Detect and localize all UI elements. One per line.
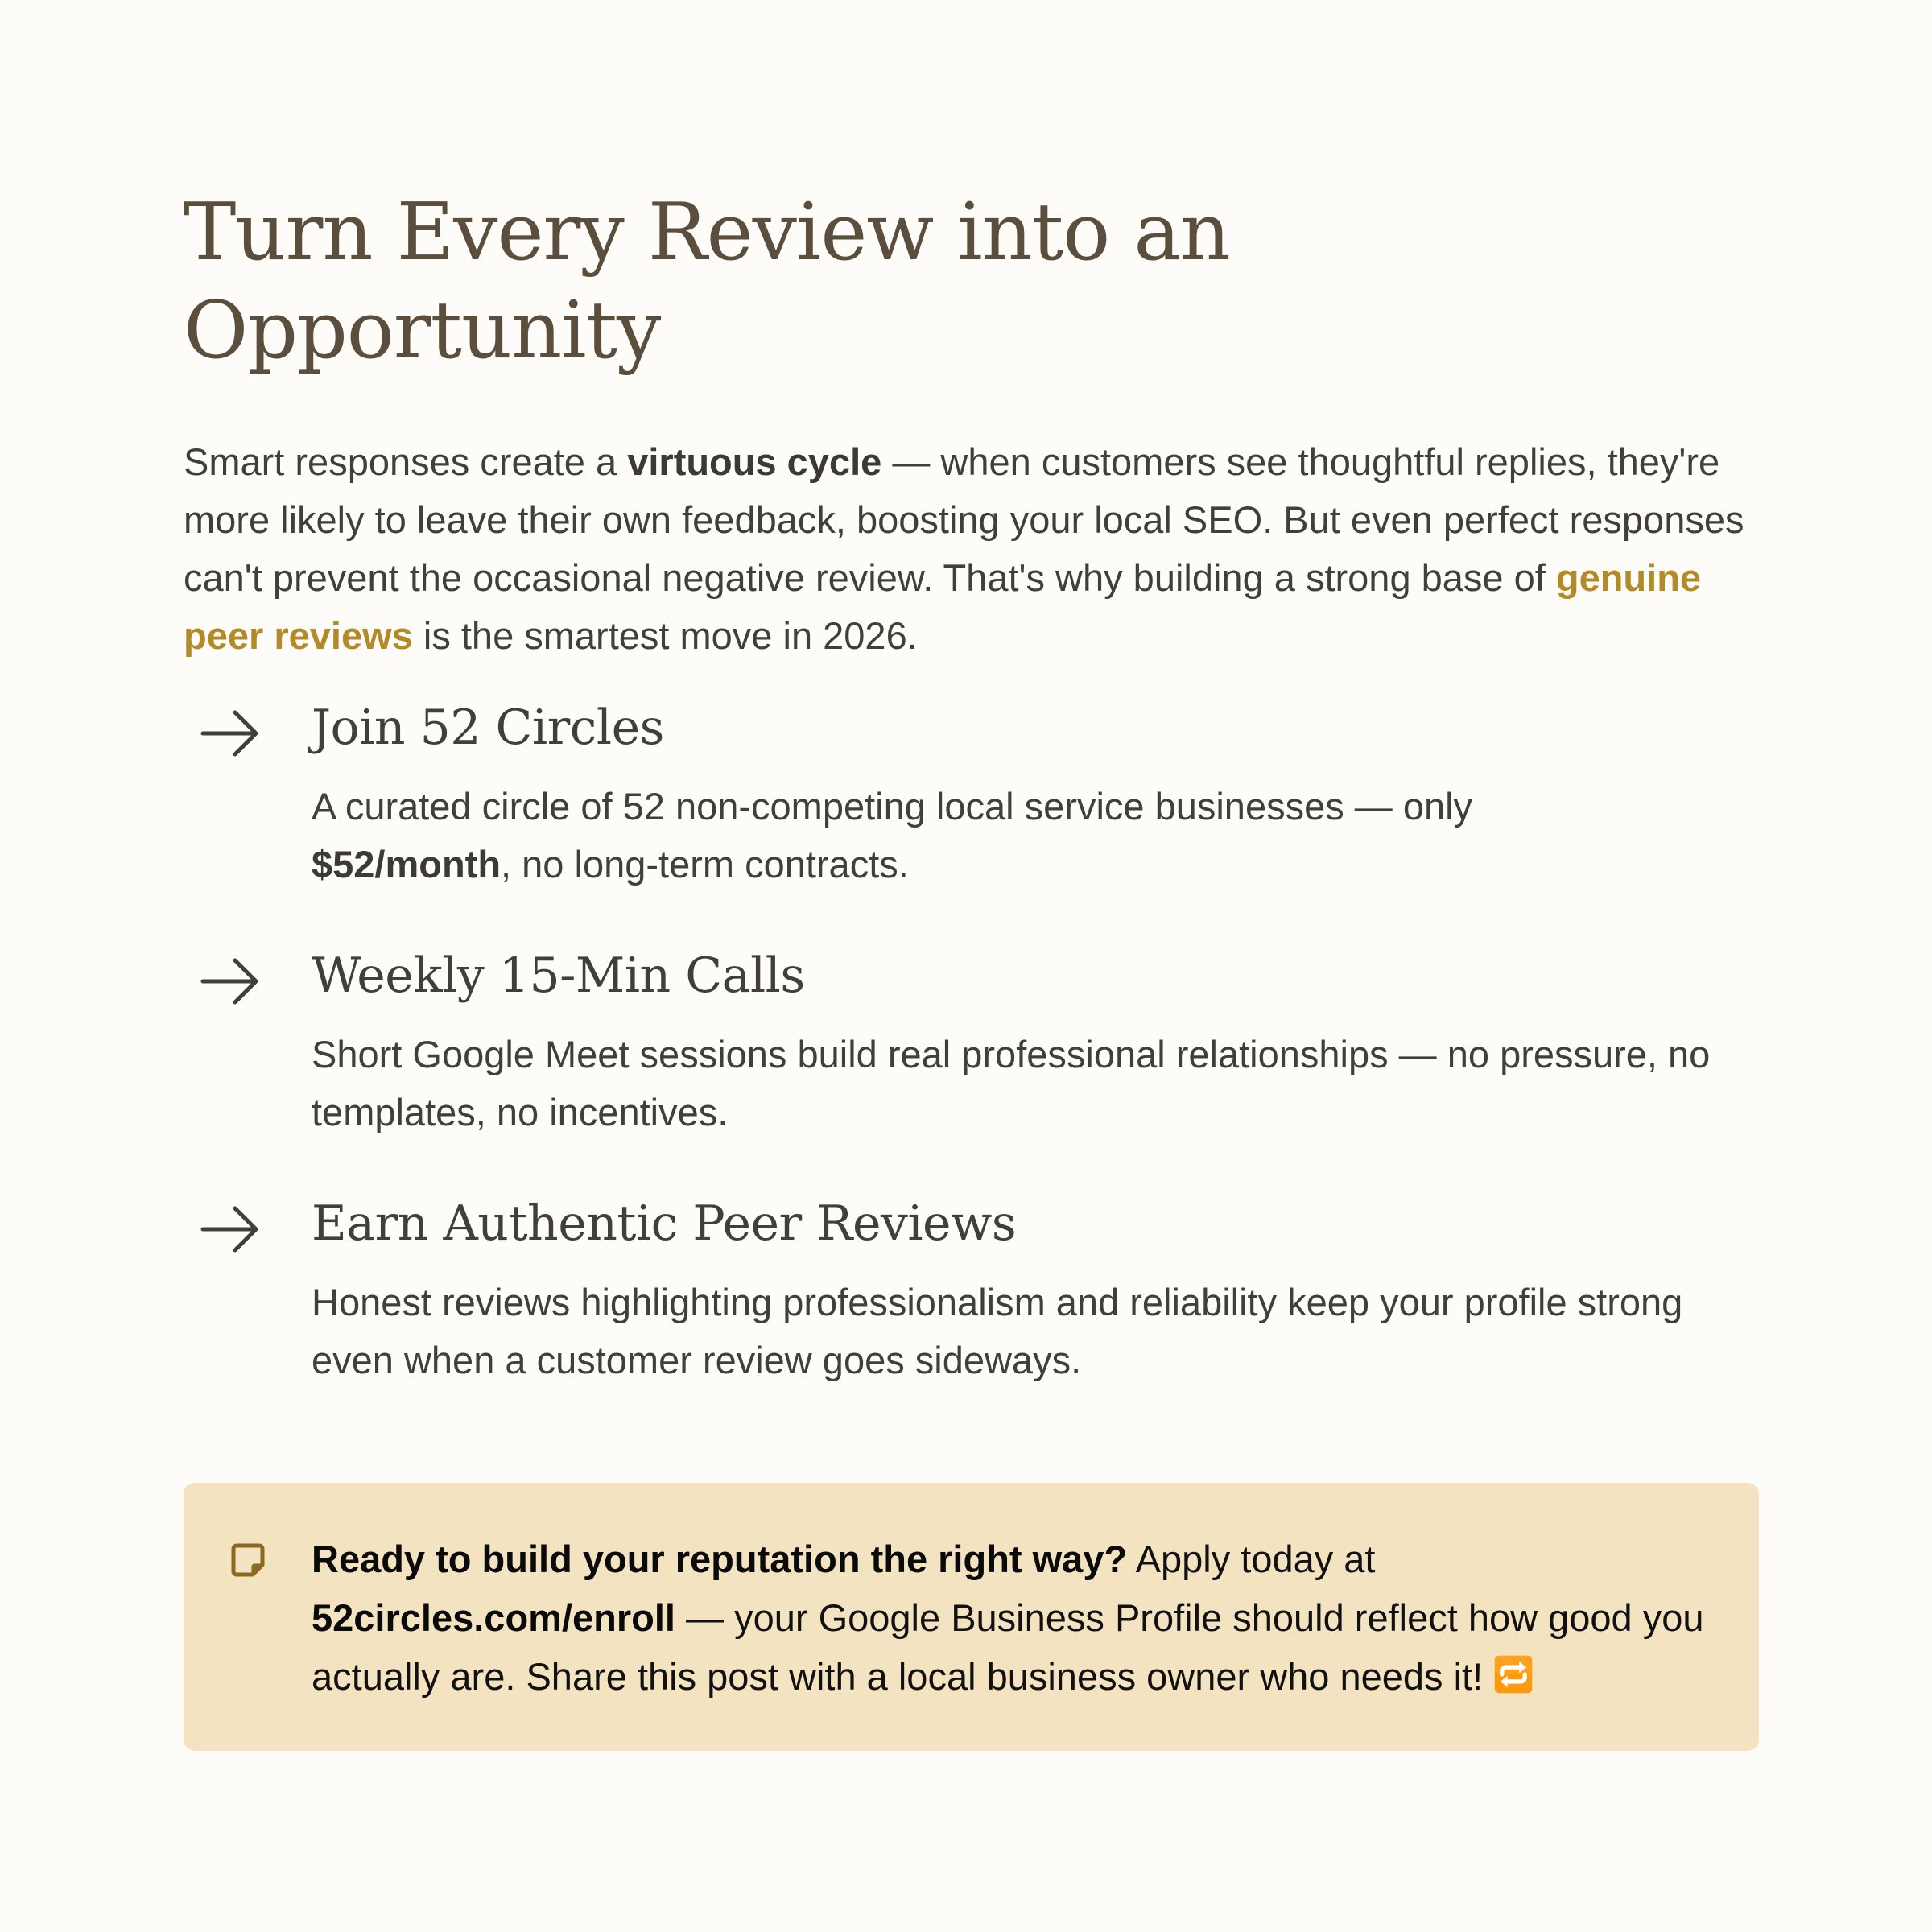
item-title: Join 52 Circles [312, 700, 664, 756]
callout-text [312, 1530, 1728, 1706]
callout-text-part: Apply today at [1127, 1538, 1376, 1580]
list-item [184, 687, 1761, 894]
repeat-emoji-icon [1491, 1654, 1536, 1695]
title-line-1: Turn Every Review into an [184, 187, 1230, 279]
item-description [312, 778, 1761, 894]
arrow-right-icon [198, 1203, 262, 1256]
intro-paragraph [184, 433, 1761, 665]
feature-list [184, 687, 1761, 1389]
sticky-note-icon [230, 1542, 266, 1578]
arrow-right-icon [198, 955, 262, 1008]
intro-text: — when customers see thoughtful replies, they're more likely to leave their own feedback, boosting your local SEO. But even perfect responses can't prevent the occasional negative review. That's why building a strong base of [184, 440, 1744, 599]
list-item [184, 935, 1761, 1141]
arrow-right-icon [198, 707, 262, 760]
item-title: Earn Authentic Peer Reviews [312, 1195, 1017, 1252]
item-desc-text: , no long-term contracts. [501, 843, 909, 886]
intro-text: is the smartest move in 2026. [412, 614, 918, 657]
post-content [184, 184, 1761, 1431]
callout-lead: Ready to build your reputation the right way? [312, 1538, 1128, 1580]
item-title: Weekly 15-Min Calls [312, 947, 805, 1004]
page-title [184, 184, 1552, 380]
intro-text: Smart responses create a [184, 440, 628, 483]
intro-accent-phrase: genuine peer reviews [184, 556, 1702, 657]
price-text: $52/month [312, 843, 502, 886]
item-desc-text: A curated circle of 52 non-competing local service businesses — only [312, 785, 1473, 828]
enroll-link[interactable]: 52circles.com/enroll [312, 1596, 675, 1639]
list-item [184, 1183, 1761, 1389]
item-description: Short Google Meet sessions build real professional relationships — no pressure, no templates, no incentives. [312, 1033, 1711, 1133]
title-line-2: Opportunity [184, 285, 661, 377]
intro-bold-phrase: virtuous cycle [627, 440, 882, 483]
cta-callout [184, 1483, 1759, 1751]
item-description: Honest reviews highlighting professionalism and reliability keep your profile strong even when a customer review goes sideways. [312, 1281, 1683, 1381]
callout-text-part: — your Google Business Profile should reflect how good you actually are. Share this post with a local business owner who needs it! [312, 1596, 1704, 1698]
